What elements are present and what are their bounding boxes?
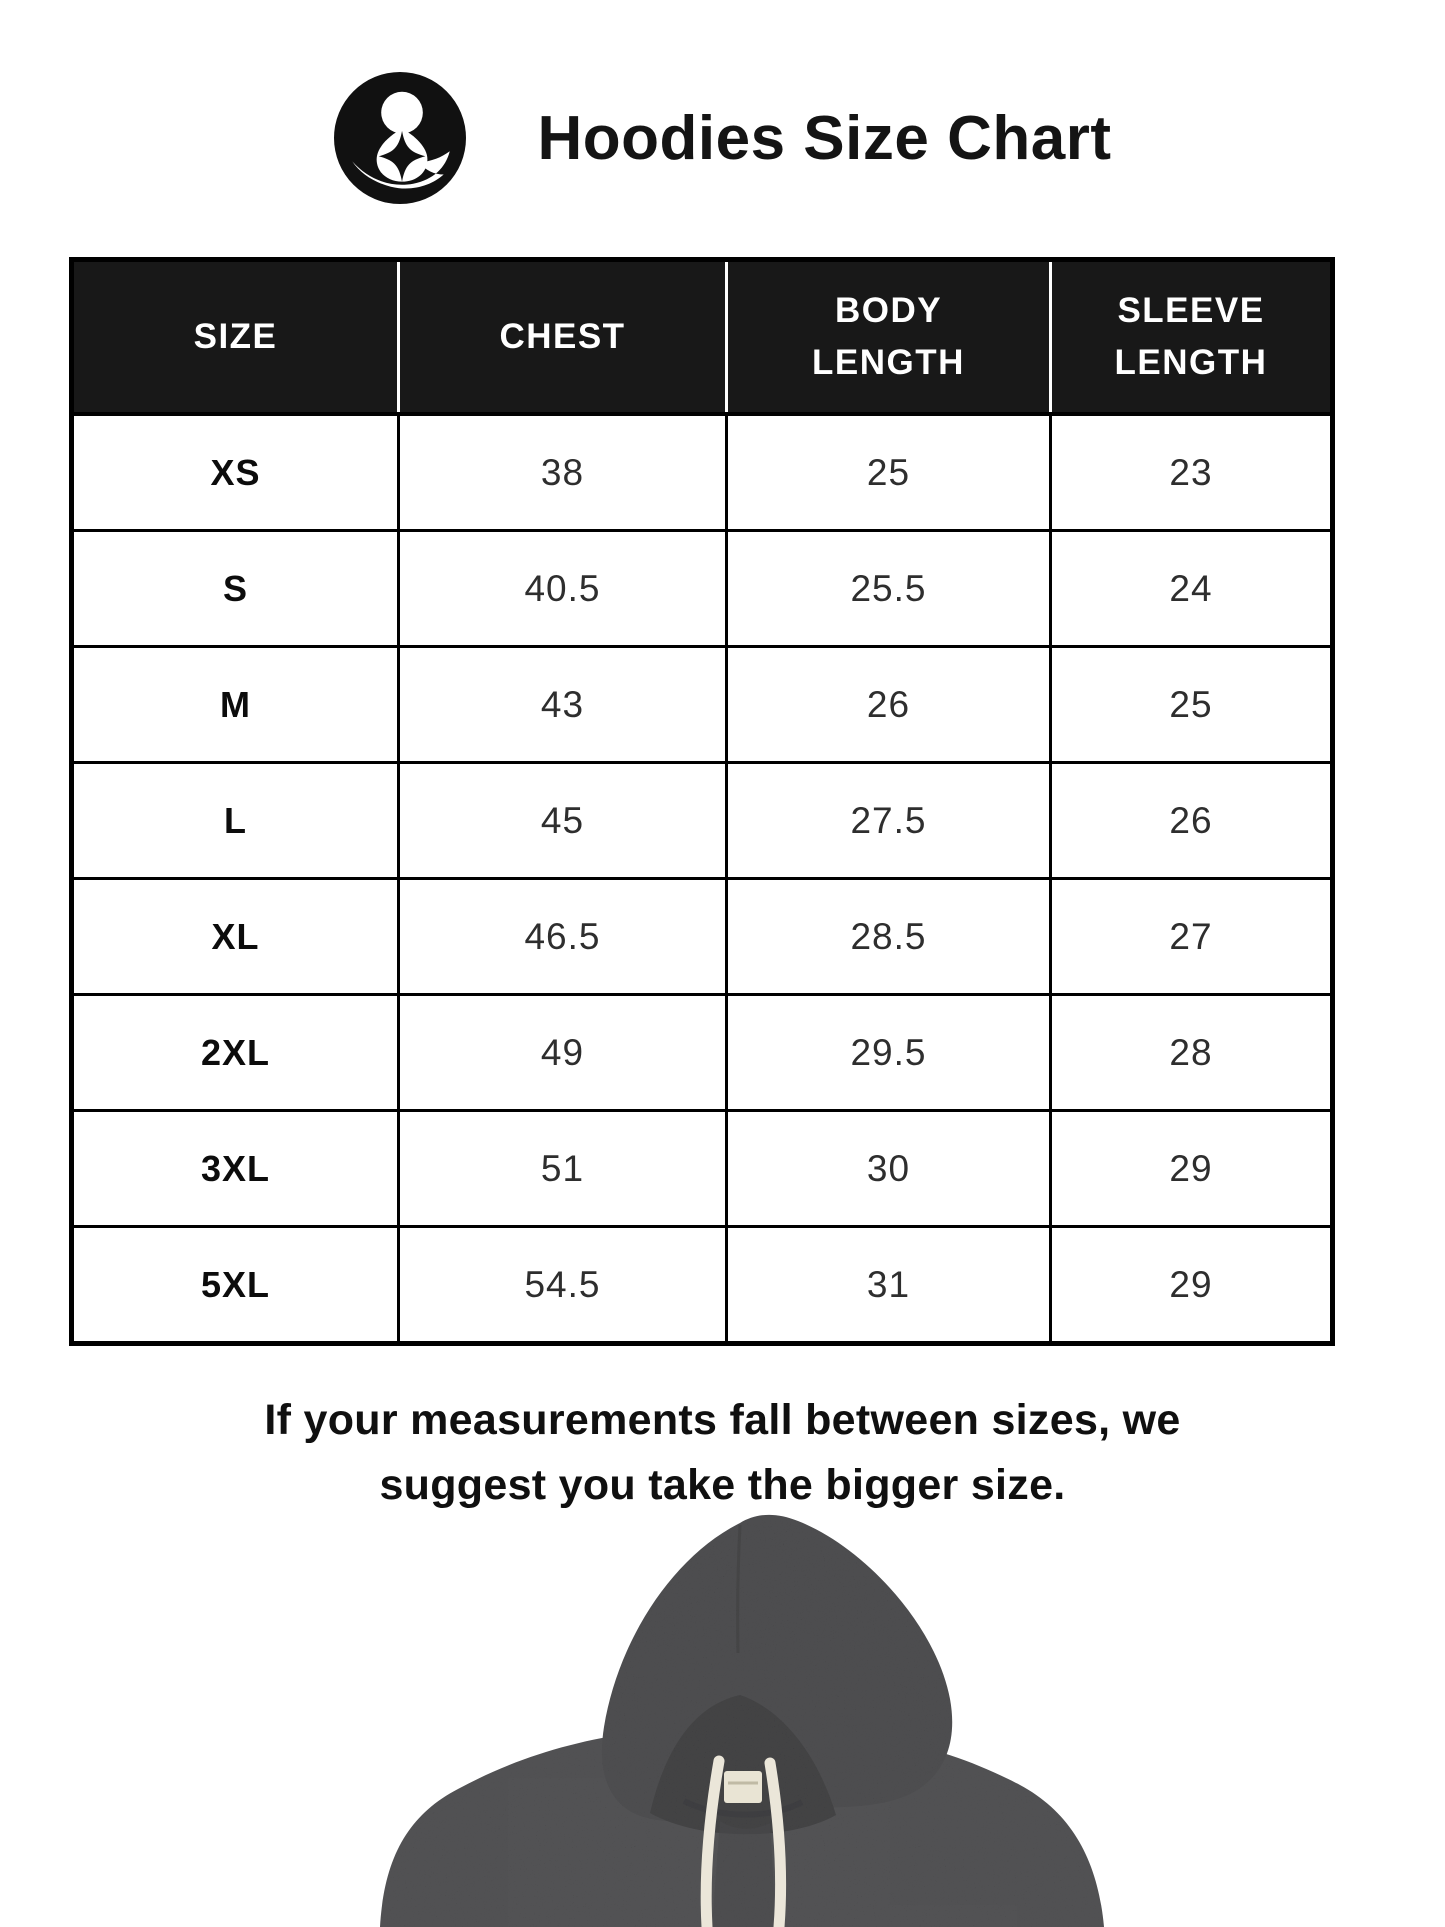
chest-value: 43 — [400, 648, 725, 761]
body-length-value: 29.5 — [728, 996, 1049, 1109]
sleeve-length-value: 26 — [1052, 764, 1330, 877]
sleeve-length-value: 24 — [1052, 532, 1330, 645]
sizing-note — [163, 1388, 1283, 1519]
table-body — [74, 416, 1330, 1341]
size-label: S — [74, 532, 397, 645]
sleeve-length-value: 25 — [1052, 648, 1330, 761]
page-title: Hoodies Size Chart — [537, 103, 1112, 173]
mother-and-baby-logo-icon — [334, 72, 466, 204]
chest-value: 45 — [400, 764, 725, 877]
size-label: XS — [74, 416, 397, 529]
sizing-note-line-2: suggest you take the bigger size. — [379, 1461, 1066, 1510]
chest-value: 38 — [400, 416, 725, 529]
sizing-note-line-1: If your measurements fall between sizes, we — [264, 1396, 1181, 1444]
size-chart-table — [69, 257, 1335, 1346]
sleeve-length-value: 29 — [1052, 1112, 1330, 1225]
page-header — [0, 72, 1445, 204]
size-label: 2XL — [74, 996, 397, 1109]
sleeve-length-value: 29 — [1052, 1228, 1330, 1341]
sleeve-length-value: 23 — [1052, 416, 1330, 529]
sleeve-length-value: 28 — [1052, 996, 1330, 1109]
chest-value: 54.5 — [400, 1228, 725, 1341]
body-length-value: 26 — [728, 648, 1049, 761]
body-length-value: 30 — [728, 1112, 1049, 1225]
column-header-body-length: BODY LENGTH — [728, 262, 1049, 412]
body-length-value: 25 — [728, 416, 1049, 529]
column-header-sleeve-length: SLEEVE LENGTH — [1052, 262, 1330, 412]
body-length-value: 25.5 — [728, 532, 1049, 645]
column-header-size: SIZE — [74, 262, 397, 412]
size-label: 5XL — [74, 1228, 397, 1341]
body-length-value: 27.5 — [728, 764, 1049, 877]
chest-value: 46.5 — [400, 880, 725, 993]
hoodie-product-image — [320, 1513, 1140, 1927]
body-length-value: 31 — [728, 1228, 1049, 1341]
table-header-row — [74, 262, 1330, 412]
chest-value: 40.5 — [400, 532, 725, 645]
sleeve-length-value: 27 — [1052, 880, 1330, 993]
size-label: L — [74, 764, 397, 877]
size-label: XL — [74, 880, 397, 993]
column-header-chest: CHEST — [400, 262, 725, 412]
body-length-value: 28.5 — [728, 880, 1049, 993]
chest-value: 49 — [400, 996, 725, 1109]
size-label: M — [74, 648, 397, 761]
size-label: 3XL — [74, 1112, 397, 1225]
chest-value: 51 — [400, 1112, 725, 1225]
